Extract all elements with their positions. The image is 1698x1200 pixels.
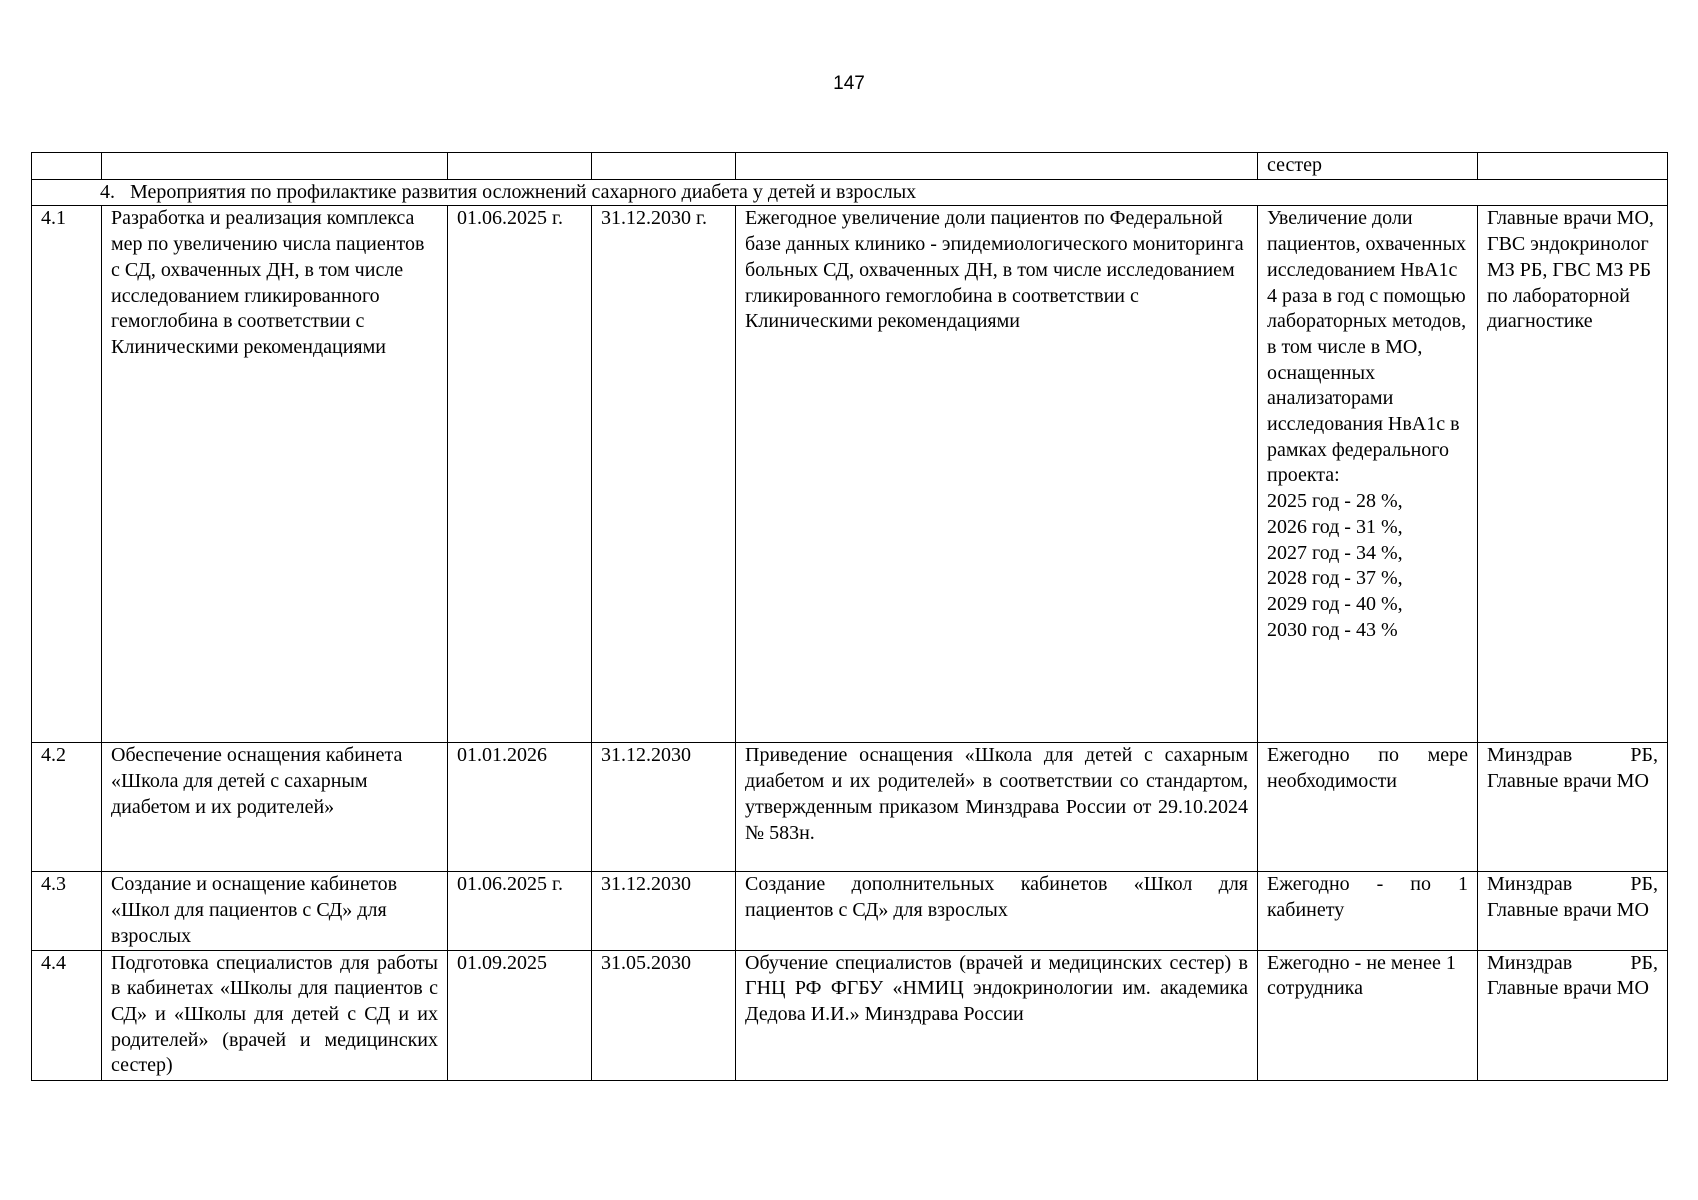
section-heading (32, 179, 1668, 206)
carryover-activity-cell (102, 153, 448, 180)
measures-table (31, 152, 1668, 1081)
row-indicator: Ежегодно - не менее 1 сотрудника (1258, 950, 1478, 1080)
carryover-end-cell (592, 153, 736, 180)
row-start-date: 01.06.2025 г. (448, 872, 592, 950)
indicator-year-value: 2025 год - 28 %, (1267, 490, 1403, 513)
row-end-date: 31.05.2030 (592, 950, 736, 1080)
row-number: 4.2 (32, 743, 102, 872)
indicator-year-value: 2028 год - 37 %, (1267, 567, 1403, 590)
row-result: Приведение оснащения «Школа для детей с сахарным диабетом и их родителей» в соответствии со стандартом, утвержденным приказом Минздрава России от 29.10.2024 № 583н. (736, 743, 1258, 872)
row-responsible: Минздрав РБ, Главные врачи МО (1478, 872, 1668, 950)
row-start-date: 01.09.2025 (448, 950, 592, 1080)
row-responsible: Минздрав РБ, Главные врачи МО (1478, 950, 1668, 1080)
row-end-date: 31.12.2030 г. (592, 206, 736, 743)
row-activity: Разработка и реализация комплекса мер по увеличению числа пациентов с СД, охваченных ДН, в том числе исследованием гликированного гемоглобина в соответствии с Клиническими рекомендациями (102, 206, 448, 743)
indicator-year-value: 2027 год - 34 %, (1267, 541, 1403, 564)
row-number: 4.4 (32, 950, 102, 1080)
section-heading-row (32, 179, 1668, 206)
page-number: 147 (833, 73, 865, 94)
carryover-responsible-cell (1478, 153, 1668, 180)
section-title: Мероприятия по профилактике развития осложнений сахарного диабета у детей и взрослых (130, 180, 917, 203)
row-number: 4.1 (32, 206, 102, 743)
row-indicator: Ежегодно по мере необходимости (1258, 743, 1478, 872)
indicator-year-value: 2029 год - 40 %, (1267, 592, 1403, 615)
row-activity: Создание и оснащение кабинетов «Школ для пациентов с СД» для взрослых (102, 872, 448, 950)
row-start-date: 01.01.2026 (448, 743, 592, 872)
row-result: Обучение специалистов (врачей и медицинских сестер) в ГНЦ РФ ФГБУ «НМИЦ эндокринологии им. академика Дедова И.И.» Минздрава России (736, 950, 1258, 1080)
row-activity: Обеспечение оснащения кабинета «Школа для детей с сахарным диабетом и их родителей» (102, 743, 448, 872)
carryover-result-cell (736, 153, 1258, 180)
table-row (32, 743, 1668, 872)
table-row (32, 872, 1668, 950)
carryover-start-cell (448, 153, 592, 180)
row-indicator: Ежегодно - по 1 кабинету (1258, 872, 1478, 950)
row-end-date: 31.12.2030 (592, 743, 736, 872)
carryover-num-cell (32, 153, 102, 180)
indicator-year-value: 2030 год - 43 % (1267, 618, 1398, 641)
row-indicator-text: Увеличение доли пациентов, охваченных исследованием НвA1c 4 раза в год с помощью лабораторных методов, в том числе в МО, оснащенных анализаторами исследования НвA1c в рамках федерального проекта: (1267, 207, 1467, 487)
carryover-indicator-cell: сестер (1258, 153, 1478, 180)
row-start-date: 01.06.2025 г. (448, 206, 592, 743)
table-row (32, 950, 1668, 1080)
row-activity: Подготовка специалистов для работы в кабинетах «Школы для пациентов с СД» и «Школы для детей с СД и их родителей» (врачей и медицинских сестер) (102, 950, 448, 1080)
carryover-row (32, 153, 1668, 180)
row-number: 4.3 (32, 872, 102, 950)
row-end-date: 31.12.2030 (592, 872, 736, 950)
row-indicator (1258, 206, 1478, 743)
indicator-year-value: 2026 год - 31 %, (1267, 515, 1403, 538)
row-result: Ежегодное увеличение доли пациентов по Федеральной базе данных клинико - эпидемиологического мониторинга больных СД, охваченных ДН, в том числе исследованием гликированного гемоглобина в соответствии с Клиническими рекомендациями (736, 206, 1258, 743)
row-responsible: Главные врачи МО, ГВС эндокринолог МЗ РБ, ГВС МЗ РБ по лабораторной диагностике (1478, 206, 1668, 743)
table-row (32, 206, 1668, 743)
row-responsible: Минздрав РБ, Главные врачи МО (1478, 743, 1668, 872)
section-number: 4. (100, 180, 115, 203)
row-result: Создание дополнительных кабинетов «Школ для пациентов с СД» для взрослых (736, 872, 1258, 950)
